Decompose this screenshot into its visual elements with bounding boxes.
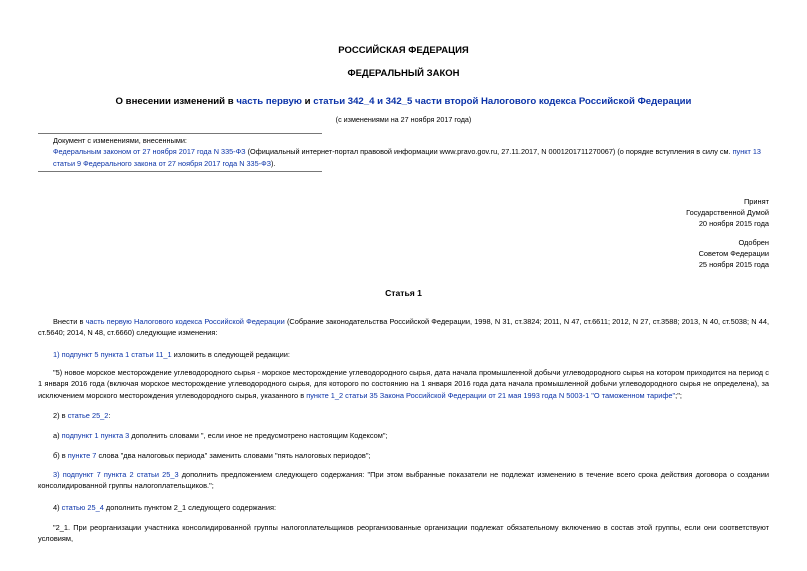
paragraph-item-2 <box>38 410 769 421</box>
law-type-heading: ФЕДЕРАЛЬНЫЙ ЗАКОН <box>347 68 460 79</box>
adopted-line1: Принят <box>743 197 769 206</box>
p6-text-a: б) в <box>53 451 68 460</box>
p1-text-a: Внести в <box>53 317 86 326</box>
paragraph-item-4 <box>38 502 769 513</box>
adopted-line2: Государственной Думой <box>686 208 769 218</box>
paragraph-intro <box>38 316 769 339</box>
divider-top <box>38 133 322 134</box>
link-part-one-tax-code[interactable]: часть первую Налогового кодекса Российской Федерации <box>85 317 285 326</box>
amending-documents-label: Документ с изменениями, внесенными: <box>53 136 187 145</box>
paragraph-item-2b <box>38 450 769 461</box>
amending-documents-entry <box>53 146 773 169</box>
link-article-11-1[interactable]: 1) подпункт 5 пункта 1 статьи 11_1 <box>53 350 172 359</box>
p5-text-a: а) <box>53 431 62 440</box>
law-title-pre: О внесении изменений в <box>115 96 237 107</box>
paragraph-item-3 <box>38 469 769 492</box>
p1-text-b: (Собрание законодательства Российской Федерации, 1998, N 31, ст.3824; 2011, N 47, ст.6611; 2012, N 27, ст.3588; 2013, N 40, ст.5038; N 44, ст.5640; 2014, N 48, ст.6660) следующие изменения: <box>38 317 769 338</box>
link-point-7[interactable]: пункте 7 <box>67 451 97 460</box>
p6-text-b: слова "два налоговых периода" заменить словами "пять налоговых периодов"; <box>96 451 371 460</box>
law-title-mid: и <box>302 96 314 107</box>
paragraph-item-2a <box>38 430 769 441</box>
link-point-13-article-9[interactable]: пункт 13 статьи 9 Федерального закона от 27 ноября 2017 года N 335-ФЗ <box>53 147 761 168</box>
p2-text: изложить в следующей редакции: <box>171 350 290 359</box>
approved-block <box>699 237 769 270</box>
p5-text-b: дополнить словами ", если иное не предусмотрено настоящим Кодексом"; <box>129 431 388 440</box>
p7-text: дополнить предложением следующего содержания: "При этом выбранные показатели не подлежат изменению в течение всего срока действия договора о создании консолидированной группы налогоплательщиков."; <box>38 470 769 491</box>
link-article-25-3[interactable]: 3) подпункт 7 пункта 2 статьи 25_3 <box>53 470 179 479</box>
p3-text-b: ;"; <box>675 390 682 400</box>
p3-text-a: "5) новое морское месторождение углеводородного сырья - морское месторождение углеводородного сырья, дата начала промышленной добычи углеводородного сырья на котором приходится на период с 1 января 2016 года (включая морское месторождение углеводородного сырья, для которого по состоянию на 1 января 2016 года дата начала промышленной добычи углеводородного сырья не определена), за исключением морского месторождения углеводородного сырья, указанного в <box>38 368 769 400</box>
link-part-one[interactable]: часть первую <box>236 96 302 107</box>
p4-text-a: 2) в <box>53 411 68 420</box>
law-title <box>0 95 807 109</box>
amending-documents-end: ). <box>271 158 276 168</box>
link-articles-342[interactable]: статьи 342_4 и 342_5 части второй Налогового кодекса Российской Федерации <box>313 96 692 107</box>
paragraph-item-5-text <box>38 367 769 401</box>
adopted-line3: 20 ноября 2015 года <box>698 219 769 229</box>
link-federal-law-335[interactable]: Федеральным законом от 27 ноября 2017 года N 335-ФЗ <box>53 147 246 157</box>
amendment-note: (с изменениями на 27 ноября 2017 года) <box>335 115 472 124</box>
country-heading: РОССИЙСКАЯ ФЕДЕРАЦИЯ <box>338 45 469 56</box>
link-subpoint-1-point-3[interactable]: подпункт 1 пункта 3 <box>61 431 130 440</box>
p4-text-b: : <box>108 411 111 420</box>
p8-text-a: 4) <box>53 503 62 512</box>
divider-bottom <box>38 171 322 172</box>
article-title: Статья 1 <box>385 288 422 298</box>
amending-documents-box <box>53 135 773 169</box>
paragraph-item-2-1 <box>38 522 769 545</box>
p9-text: "2_1. При реорганизации участника консолидированной группы налогоплательщиков реорганизованные организации подлежат обязательному включению в состав этой группы, если они соответствуют условиям, <box>38 523 769 544</box>
link-article-25-2[interactable]: статье 25_2 <box>67 411 109 420</box>
approved-line3: 25 ноября 2015 года <box>698 260 769 270</box>
adopted-block <box>686 196 769 229</box>
paragraph-item-1 <box>38 349 769 360</box>
amending-documents-text: (Официальный интернет-портал правовой информации www.pravo.gov.ru, 27.11.2017, N 0001201711270067) (о порядке вступления в силу см. <box>245 147 733 157</box>
p8-text-b: дополнить пунктом 2_1 следующего содержания: <box>103 503 276 512</box>
link-article-25-4[interactable]: статью 25_4 <box>61 503 104 512</box>
link-customs-tariff-law[interactable]: пункте 1_2 статьи 35 Закона Российской Федерации от 21 мая 1993 года N 5003-1 "О таможенном тарифе" <box>306 390 676 400</box>
approved-line1: Одобрен <box>738 238 769 247</box>
approved-line2: Советом Федерации <box>698 249 769 259</box>
